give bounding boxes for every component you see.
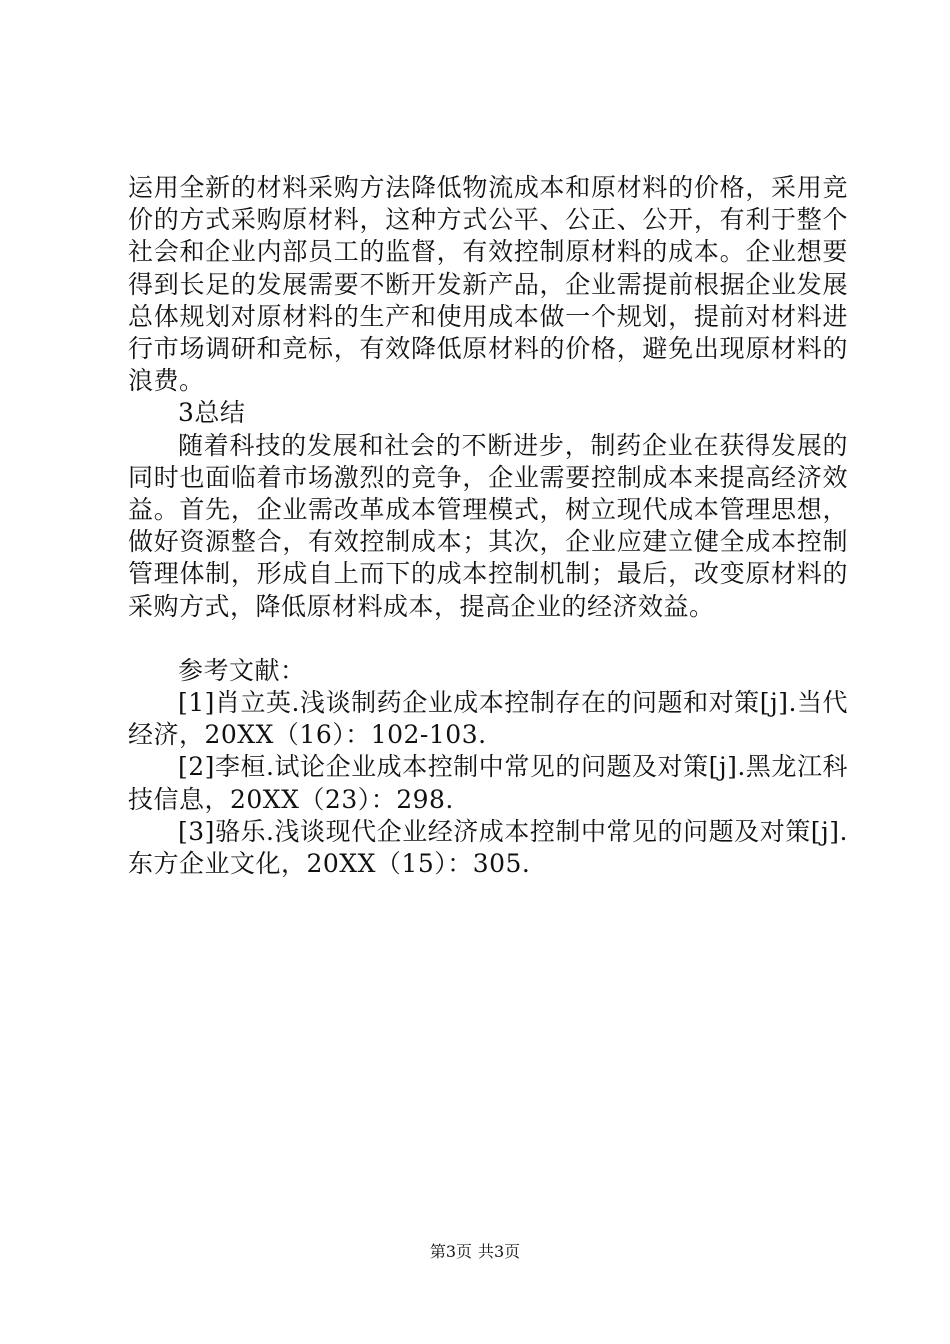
paragraph-spacer — [128, 623, 848, 655]
references-heading: 参考文献： — [178, 655, 306, 685]
reference-item-1: [1]肖立英.浅谈制药企业成本控制存在的问题和对策[j].当代经济，20XX（16）：102-103. — [128, 688, 848, 750]
document-body — [128, 172, 848, 880]
page-footer — [0, 1242, 950, 1262]
body-paragraph-summary: 随着科技的发展和社会的不断进步，制药企业在获得发展的同时也面临着市场激烈的竞争，企业需要控制成本来提高经济效益。首先，企业需改革成本管理模式，树立现代成本管理思想，做好资源整合，有效控制成本；其次，企业应建立健全成本控制管理体制，形成自上而下的成本控制机制；最后，改变原材料的采购方式，降低原材料成本，提高企业的经济效益。 — [128, 430, 848, 621]
body-paragraph-procurement: 运用全新的材料采购方法降低物流成本和原材料的价格，采用竞价的方式采购原材料，这种方式公平、公正、公开，有利于整个社会和企业内部员工的监督，有效控制原材料的成本。企业想要得到长足的发展需要不断开发新产品，企业需提前根据企业发展总体规划对原材料的生产和使用成本做一个规划，提前对材料进行市场调研和竞标，有效降低原材料的价格，避免出现原材料的浪费。 — [128, 173, 848, 396]
reference-item-2: [2]李桓.试论企业成本控制中常见的问题及对策[j].黑龙江科技信息，20XX（23）：298. — [128, 752, 848, 814]
section-heading-summary: 3总结 — [178, 398, 246, 428]
page-number-total: 共3页 — [478, 1242, 521, 1261]
reference-item-3: [3]骆乐.浅谈现代企业经济成本控制中常见的问题及对策[j].东方企业文化，20XX（15）：305. — [128, 816, 848, 879]
page-number-current: 第3页 — [429, 1242, 472, 1261]
